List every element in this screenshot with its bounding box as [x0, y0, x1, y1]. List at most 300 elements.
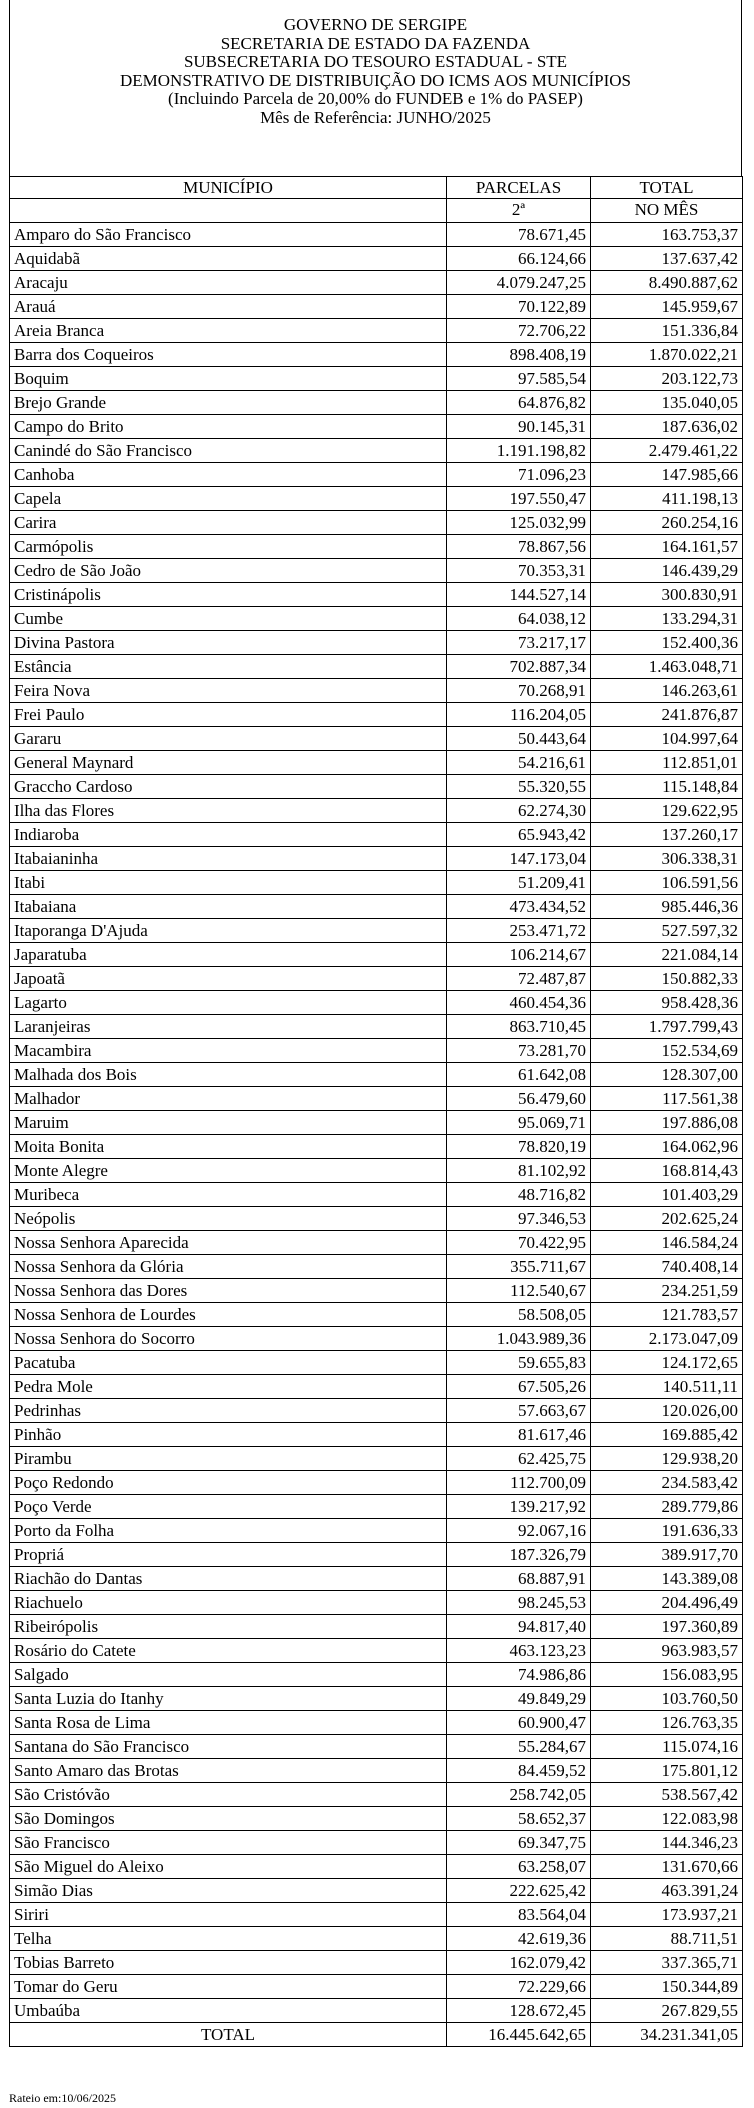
parcela-value: 144.527,14 — [447, 583, 591, 607]
table-row — [10, 1207, 743, 1231]
table-row — [10, 871, 743, 895]
total-value: 1.870.022,21 — [591, 343, 743, 367]
municipio-name: Pirambu — [10, 1447, 447, 1471]
table-row — [10, 847, 743, 871]
municipio-name: Pedra Mole — [10, 1375, 447, 1399]
table-row — [10, 1423, 743, 1447]
table-row — [10, 799, 743, 823]
table-row — [10, 1951, 743, 1975]
table-row — [10, 1591, 743, 1615]
table-subheader-row — [10, 199, 743, 223]
parcela-value: 70.122,89 — [447, 295, 591, 319]
table-row — [10, 727, 743, 751]
municipio-name: Cumbe — [10, 607, 447, 631]
municipio-name: Telha — [10, 1927, 447, 1951]
municipio-name: Malhada dos Bois — [10, 1063, 447, 1087]
total-value: 173.937,21 — [591, 1903, 743, 1927]
total-value: 133.294,31 — [591, 607, 743, 631]
table-row — [10, 1711, 743, 1735]
table-row — [10, 511, 743, 535]
municipio-name: Umbaúba — [10, 1999, 447, 2023]
parcela-value: 49.849,29 — [447, 1687, 591, 1711]
municipio-name: Aquidabã — [10, 247, 447, 271]
table-row — [10, 463, 743, 487]
parcela-value: 98.245,53 — [447, 1591, 591, 1615]
parcela-value: 222.625,42 — [447, 1879, 591, 1903]
municipio-name: Salgado — [10, 1663, 447, 1687]
parcela-value: 60.900,47 — [447, 1711, 591, 1735]
parcela-value: 65.943,42 — [447, 823, 591, 847]
parcela-value: 258.742,05 — [447, 1783, 591, 1807]
parcela-value: 898.408,19 — [447, 343, 591, 367]
table-row — [10, 583, 743, 607]
municipio-name: Riachão do Dantas — [10, 1567, 447, 1591]
table-row — [10, 1039, 743, 1063]
parcela-value: 197.550,47 — [447, 487, 591, 511]
table-row — [10, 1063, 743, 1087]
municipio-name: Pedrinhas — [10, 1399, 447, 1423]
table-row — [10, 223, 743, 247]
municipio-name: Cristinápolis — [10, 583, 447, 607]
total-value: 2.479.461,22 — [591, 439, 743, 463]
parcela-value: 62.425,75 — [447, 1447, 591, 1471]
total-value: 538.567,42 — [591, 1783, 743, 1807]
municipio-name: Simão Dias — [10, 1879, 447, 1903]
table-row — [10, 1231, 743, 1255]
total-value: 985.446,36 — [591, 895, 743, 919]
municipio-name: Siriri — [10, 1903, 447, 1927]
table-row — [10, 1807, 743, 1831]
total-value: 958.428,36 — [591, 991, 743, 1015]
parcela-value: 1.191.198,82 — [447, 439, 591, 463]
table-row — [10, 391, 743, 415]
table-row — [10, 1327, 743, 1351]
total-value: 527.597,32 — [591, 919, 743, 943]
municipio-name: Riachuelo — [10, 1591, 447, 1615]
total-value: 117.561,38 — [591, 1087, 743, 1111]
municipio-name: São Francisco — [10, 1831, 447, 1855]
parcela-value: 78.671,45 — [447, 223, 591, 247]
parcela-value: 112.540,67 — [447, 1279, 591, 1303]
parcela-value: 48.716,82 — [447, 1183, 591, 1207]
total-value: 101.403,29 — [591, 1183, 743, 1207]
footer-rateio-date: Rateio em:10/06/2025 — [9, 2091, 116, 2105]
municipio-name: Santana do São Francisco — [10, 1735, 447, 1759]
parcela-value: 59.655,83 — [447, 1351, 591, 1375]
total-value: 121.783,57 — [591, 1303, 743, 1327]
table-row — [10, 1543, 743, 1567]
parcela-value: 42.619,36 — [447, 1927, 591, 1951]
municipio-name: Santo Amaro das Brotas — [10, 1759, 447, 1783]
table-row — [10, 919, 743, 943]
parcela-value: 55.320,55 — [447, 775, 591, 799]
table-row — [10, 1639, 743, 1663]
total-value: 191.636,33 — [591, 1519, 743, 1543]
total-value: 175.801,12 — [591, 1759, 743, 1783]
municipio-name: Japoatã — [10, 967, 447, 991]
total-value: 146.439,29 — [591, 559, 743, 583]
table-row — [10, 1303, 743, 1327]
total-value: 204.496,49 — [591, 1591, 743, 1615]
municipio-name: Itabaianinha — [10, 847, 447, 871]
total-value: 129.622,95 — [591, 799, 743, 823]
total-value: 187.636,02 — [591, 415, 743, 439]
table-row — [10, 1519, 743, 1543]
table-row — [10, 1759, 743, 1783]
municipio-name: Feira Nova — [10, 679, 447, 703]
municipio-name: São Cristóvão — [10, 1783, 447, 1807]
table-row — [10, 943, 743, 967]
total-value: 146.263,61 — [591, 679, 743, 703]
municipio-name: São Domingos — [10, 1807, 447, 1831]
total-value: 115.074,16 — [591, 1735, 743, 1759]
total-value: 168.814,43 — [591, 1159, 743, 1183]
municipio-name: Tobias Barreto — [10, 1951, 447, 1975]
table-row — [10, 991, 743, 1015]
parcela-value: 51.209,41 — [447, 871, 591, 895]
table-row — [10, 1735, 743, 1759]
municipio-name: Pacatuba — [10, 1351, 447, 1375]
total-value: 234.251,59 — [591, 1279, 743, 1303]
total-value: 156.083,95 — [591, 1663, 743, 1687]
municipio-name: Propriá — [10, 1543, 447, 1567]
table-row — [10, 1855, 743, 1879]
table-row — [10, 1999, 743, 2023]
table-row — [10, 1567, 743, 1591]
municipio-name: Santa Rosa de Lima — [10, 1711, 447, 1735]
municipio-name: Macambira — [10, 1039, 447, 1063]
parcela-value: 162.079,42 — [447, 1951, 591, 1975]
total-value: 164.161,57 — [591, 535, 743, 559]
total-value: 112.851,01 — [591, 751, 743, 775]
municipio-name: Poço Verde — [10, 1495, 447, 1519]
total-value: 128.307,00 — [591, 1063, 743, 1087]
municipio-name: Nossa Senhora da Glória — [10, 1255, 447, 1279]
parcela-value: 112.700,09 — [447, 1471, 591, 1495]
total-value: 234.583,42 — [591, 1471, 743, 1495]
total-value: 103.760,50 — [591, 1687, 743, 1711]
total-value: 267.829,55 — [591, 1999, 743, 2023]
total-value: 129.938,20 — [591, 1447, 743, 1471]
table-row — [10, 775, 743, 799]
total-value: 202.625,24 — [591, 1207, 743, 1231]
municipio-name: Itabaiana — [10, 895, 447, 919]
municipio-name: Estância — [10, 655, 447, 679]
total-value: 300.830,91 — [591, 583, 743, 607]
table-row — [10, 559, 743, 583]
header-line-secretariat: SECRETARIA DE ESTADO DA FAZENDA — [220, 33, 531, 53]
parcela-value: 72.487,87 — [447, 967, 591, 991]
table-row — [10, 1687, 743, 1711]
parcela-value: 78.867,56 — [447, 535, 591, 559]
table-row — [10, 367, 743, 391]
total-value: 740.408,14 — [591, 1255, 743, 1279]
document-header — [9, 0, 742, 176]
table-row — [10, 535, 743, 559]
municipio-name: Lagarto — [10, 991, 447, 1015]
total-value: 411.198,13 — [591, 487, 743, 511]
municipio-name: Frei Paulo — [10, 703, 447, 727]
column-header-parcelas: PARCELAS — [447, 177, 591, 199]
municipio-name: Itaporanga D'Ajuda — [10, 919, 447, 943]
total-value: 169.885,42 — [591, 1423, 743, 1447]
parcela-value: 702.887,34 — [447, 655, 591, 679]
table-row — [10, 1927, 743, 1951]
table-row — [10, 823, 743, 847]
table-row — [10, 967, 743, 991]
total-value: 164.062,96 — [591, 1135, 743, 1159]
parcela-value: 253.471,72 — [447, 919, 591, 943]
column-subheader-parcelas: 2ª — [447, 199, 591, 223]
parcela-value: 863.710,45 — [447, 1015, 591, 1039]
total-value: 104.997,64 — [591, 727, 743, 751]
municipio-name: Tomar do Geru — [10, 1975, 447, 1999]
total-value: 260.254,16 — [591, 511, 743, 535]
total-value: 389.917,70 — [591, 1543, 743, 1567]
municipio-name: Divina Pastora — [10, 631, 447, 655]
municipio-name: Nossa Senhora do Socorro — [10, 1327, 447, 1351]
municipio-name: Cedro de São João — [10, 559, 447, 583]
total-value: 197.360,89 — [591, 1615, 743, 1639]
parcela-value: 187.326,79 — [447, 1543, 591, 1567]
table-row — [10, 487, 743, 511]
icms-distribution-table — [9, 176, 743, 2047]
parcela-value: 106.214,67 — [447, 943, 591, 967]
municipio-name: Amparo do São Francisco — [10, 223, 447, 247]
table-row — [10, 271, 743, 295]
totals-row — [10, 2023, 743, 2047]
table-row — [10, 343, 743, 367]
municipio-name: Santa Luzia do Itanhy — [10, 1687, 447, 1711]
table-header-row — [10, 177, 743, 199]
total-value: 146.584,24 — [591, 1231, 743, 1255]
municipio-name: Pinhão — [10, 1423, 447, 1447]
parcela-value: 4.079.247,25 — [447, 271, 591, 295]
parcela-value: 69.347,75 — [447, 1831, 591, 1855]
total-value: 88.711,51 — [591, 1927, 743, 1951]
municipio-name: Poço Redondo — [10, 1471, 447, 1495]
municipio-name: Malhador — [10, 1087, 447, 1111]
parcela-value: 74.986,86 — [447, 1663, 591, 1687]
municipio-name: Canindé do São Francisco — [10, 439, 447, 463]
municipio-name: Ribeirópolis — [10, 1615, 447, 1639]
parcela-value: 97.585,54 — [447, 367, 591, 391]
municipio-name: Gararu — [10, 727, 447, 751]
header-line-government: GOVERNO DE SERGIPE — [283, 15, 468, 34]
total-value: 1.463.048,71 — [591, 655, 743, 679]
municipio-name: Porto da Folha — [10, 1519, 447, 1543]
parcela-value: 147.173,04 — [447, 847, 591, 871]
total-value: 152.400,36 — [591, 631, 743, 655]
table-row — [10, 1447, 743, 1471]
municipio-name: Campo do Brito — [10, 415, 447, 439]
total-value: 203.122,73 — [591, 367, 743, 391]
table-row — [10, 1255, 743, 1279]
total-value: 2.173.047,09 — [591, 1327, 743, 1351]
table-row — [10, 1831, 743, 1855]
table-row — [10, 247, 743, 271]
total-value: 147.985,66 — [591, 463, 743, 487]
table-row — [10, 655, 743, 679]
table-row — [10, 1159, 743, 1183]
table-row — [10, 1615, 743, 1639]
table-body — [10, 223, 743, 2023]
header-line-subsecretariat: SUBSECRETARIA DO TESOURO ESTADUAL - STE — [183, 52, 568, 71]
column-header-municipio: MUNICÍPIO — [10, 177, 447, 199]
table-row — [10, 631, 743, 655]
column-header-total: TOTAL — [591, 177, 743, 199]
table-row — [10, 679, 743, 703]
table-row — [10, 1111, 743, 1135]
municipio-name: Graccho Cardoso — [10, 775, 447, 799]
parcela-value: 84.459,52 — [447, 1759, 591, 1783]
parcela-value: 463.123,23 — [447, 1639, 591, 1663]
table-row — [10, 1663, 743, 1687]
municipio-name: Aracaju — [10, 271, 447, 295]
total-value: 137.260,17 — [591, 823, 743, 847]
total-value: 163.753,37 — [591, 223, 743, 247]
column-subheader-empty — [10, 199, 447, 223]
table-row — [10, 1495, 743, 1519]
parcela-value: 78.820,19 — [447, 1135, 591, 1159]
header-line-title: DEMONSTRATIVO DE DISTRIBUIÇÃO DO ICMS AOS MUNICÍPIOS — [120, 70, 631, 90]
table-row — [10, 607, 743, 631]
total-value: 143.389,08 — [591, 1567, 743, 1591]
parcela-value: 58.652,37 — [447, 1807, 591, 1831]
table-row — [10, 1399, 743, 1423]
table-row — [10, 1879, 743, 1903]
parcela-value: 81.102,92 — [447, 1159, 591, 1183]
header-line-note: (Incluindo Parcela de 20,00% do FUNDEB e 1% do PASEP) — [168, 89, 583, 108]
parcela-value: 116.204,05 — [447, 703, 591, 727]
parcela-value: 54.216,61 — [447, 751, 591, 775]
parcela-value: 460.454,36 — [447, 991, 591, 1015]
parcela-value: 70.353,31 — [447, 559, 591, 583]
parcela-value: 58.508,05 — [447, 1303, 591, 1327]
parcela-value: 73.217,17 — [447, 631, 591, 655]
header-line-reference-month: Mês de Referência: JUNHO/2025 — [260, 107, 491, 127]
parcela-value: 70.422,95 — [447, 1231, 591, 1255]
total-value: 337.365,71 — [591, 1951, 743, 1975]
municipio-name: Laranjeiras — [10, 1015, 447, 1039]
parcela-value: 95.069,71 — [447, 1111, 591, 1135]
parcela-value: 55.284,67 — [447, 1735, 591, 1759]
parcela-value: 72.229,66 — [447, 1975, 591, 1999]
parcela-value: 62.274,30 — [447, 799, 591, 823]
table-row — [10, 1903, 743, 1927]
municipio-name: Nossa Senhora das Dores — [10, 1279, 447, 1303]
total-value: 106.591,56 — [591, 871, 743, 895]
table-row — [10, 751, 743, 775]
municipio-name: Muribeca — [10, 1183, 447, 1207]
parcela-value: 81.617,46 — [447, 1423, 591, 1447]
document — [9, 0, 742, 2047]
parcela-value: 83.564,04 — [447, 1903, 591, 1927]
parcela-value: 66.124,66 — [447, 247, 591, 271]
table-row — [10, 319, 743, 343]
total-value: 1.797.799,43 — [591, 1015, 743, 1039]
municipio-name: Monte Alegre — [10, 1159, 447, 1183]
municipio-name: Brejo Grande — [10, 391, 447, 415]
municipio-name: Ilha das Flores — [10, 799, 447, 823]
parcela-value: 64.038,12 — [447, 607, 591, 631]
parcela-value: 125.032,99 — [447, 511, 591, 535]
total-value: 144.346,23 — [591, 1831, 743, 1855]
municipio-name: Carira — [10, 511, 447, 535]
parcela-value: 73.281,70 — [447, 1039, 591, 1063]
total-value: 124.172,65 — [591, 1351, 743, 1375]
parcela-value: 57.663,67 — [447, 1399, 591, 1423]
table-row — [10, 439, 743, 463]
total-value: 289.779,86 — [591, 1495, 743, 1519]
table-row — [10, 1087, 743, 1111]
municipio-name: Japaratuba — [10, 943, 447, 967]
table-row — [10, 1471, 743, 1495]
parcela-value: 56.479,60 — [447, 1087, 591, 1111]
parcela-value: 70.268,91 — [447, 679, 591, 703]
table-row — [10, 1375, 743, 1399]
total-value: 145.959,67 — [591, 295, 743, 319]
total-value: 120.026,00 — [591, 1399, 743, 1423]
municipio-name: Carmópolis — [10, 535, 447, 559]
total-value: 306.338,31 — [591, 847, 743, 871]
parcela-value: 94.817,40 — [447, 1615, 591, 1639]
table-row — [10, 1015, 743, 1039]
total-value: 151.336,84 — [591, 319, 743, 343]
total-value: 8.490.887,62 — [591, 271, 743, 295]
parcela-value: 97.346,53 — [447, 1207, 591, 1231]
parcela-value: 72.706,22 — [447, 319, 591, 343]
table-row — [10, 703, 743, 727]
total-value: 115.148,84 — [591, 775, 743, 799]
column-subheader-total: NO MÊS — [591, 199, 743, 223]
total-value: 241.876,87 — [591, 703, 743, 727]
total-value: 140.511,11 — [591, 1375, 743, 1399]
totals-label: TOTAL — [10, 2023, 447, 2047]
total-value: 463.391,24 — [591, 1879, 743, 1903]
municipio-name: Nossa Senhora Aparecida — [10, 1231, 447, 1255]
total-value: 963.983,57 — [591, 1639, 743, 1663]
parcela-value: 68.887,91 — [447, 1567, 591, 1591]
municipio-name: Areia Branca — [10, 319, 447, 343]
parcela-value: 139.217,92 — [447, 1495, 591, 1519]
totals-total: 34.231.341,05 — [591, 2023, 743, 2047]
total-value: 152.534,69 — [591, 1039, 743, 1063]
municipio-name: Arauá — [10, 295, 447, 319]
totals-parcela: 16.445.642,65 — [447, 2023, 591, 2047]
municipio-name: Maruim — [10, 1111, 447, 1135]
table-row — [10, 1351, 743, 1375]
parcela-value: 90.145,31 — [447, 415, 591, 439]
municipio-name: Itabi — [10, 871, 447, 895]
total-value: 150.882,33 — [591, 967, 743, 991]
municipio-name: Boquim — [10, 367, 447, 391]
total-value: 131.670,66 — [591, 1855, 743, 1879]
municipio-name: Canhoba — [10, 463, 447, 487]
municipio-name: General Maynard — [10, 751, 447, 775]
municipio-name: Barra dos Coqueiros — [10, 343, 447, 367]
parcela-value: 1.043.989,36 — [447, 1327, 591, 1351]
municipio-name: Nossa Senhora de Lourdes — [10, 1303, 447, 1327]
total-value: 126.763,35 — [591, 1711, 743, 1735]
total-value: 135.040,05 — [591, 391, 743, 415]
municipio-name: Rosário do Catete — [10, 1639, 447, 1663]
table-row — [10, 1183, 743, 1207]
parcela-value: 92.067,16 — [447, 1519, 591, 1543]
parcela-value: 50.443,64 — [447, 727, 591, 751]
table-row — [10, 1975, 743, 1999]
total-value: 122.083,98 — [591, 1807, 743, 1831]
